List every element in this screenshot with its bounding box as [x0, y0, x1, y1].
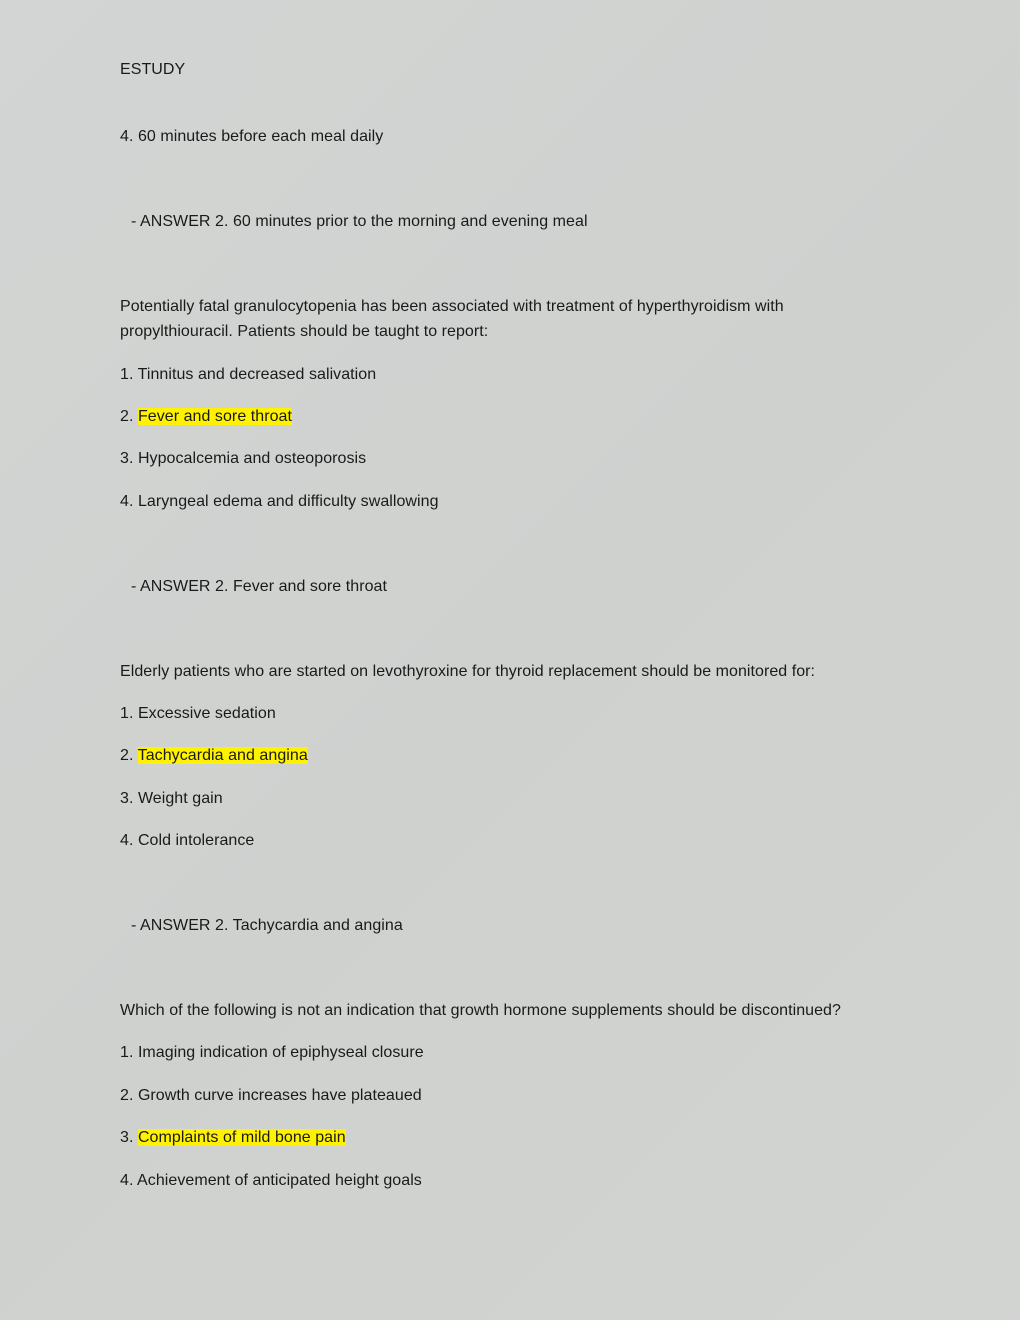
- option-3: [120, 1128, 346, 1148]
- answer-line: - ANSWER 2. 60 minutes prior to the morning and evening meal: [131, 213, 588, 230]
- option-3: 3. Weight gain: [120, 790, 223, 807]
- highlighted-correct-option: Tachycardia and angina: [137, 747, 308, 764]
- option-3: 3. Hypocalcemia and osteoporosis: [120, 450, 367, 467]
- highlighted-correct-option: Fever and sore throat: [137, 408, 292, 425]
- question-text-continued: propylthiouracil. Patients should be taught to report:: [120, 323, 489, 340]
- option-2: [120, 407, 292, 427]
- question-text: Which of the following is not an indication that growth hormone supplements should be discontinued?: [120, 1002, 841, 1019]
- option-number: 3.: [120, 1129, 138, 1146]
- question-text: Elderly patients who are started on levothyroxine for thyroid replacement should be monitored for:: [120, 663, 816, 680]
- option-2: [120, 746, 308, 766]
- answer-line: - ANSWER 2. Tachycardia and angina: [131, 917, 403, 934]
- question-text: Potentially fatal granulocytopenia has been associated with treatment of hyperthyroidism with: [120, 298, 784, 315]
- highlighted-correct-option: Complaints of mild bone pain: [137, 1129, 346, 1146]
- option-1: 1. Excessive sedation: [120, 705, 276, 722]
- option-2: 2. Growth curve increases have plateaued: [120, 1087, 422, 1104]
- option-number: 2.: [120, 747, 138, 764]
- answer-line: - ANSWER 2. Fever and sore throat: [131, 578, 387, 595]
- option-4: 4. 60 minutes before each meal daily: [120, 128, 384, 145]
- option-number: 2.: [120, 408, 138, 425]
- option-4: 4. Achievement of anticipated height goals: [120, 1172, 422, 1189]
- option-4: 4. Cold intolerance: [120, 832, 255, 849]
- document-title: ESTUDY: [120, 61, 186, 78]
- option-1: 1. Imaging indication of epiphyseal closure: [120, 1044, 424, 1061]
- option-1: 1. Tinnitus and decreased salivation: [120, 366, 377, 383]
- option-4: 4. Laryngeal edema and difficulty swallowing: [120, 493, 439, 510]
